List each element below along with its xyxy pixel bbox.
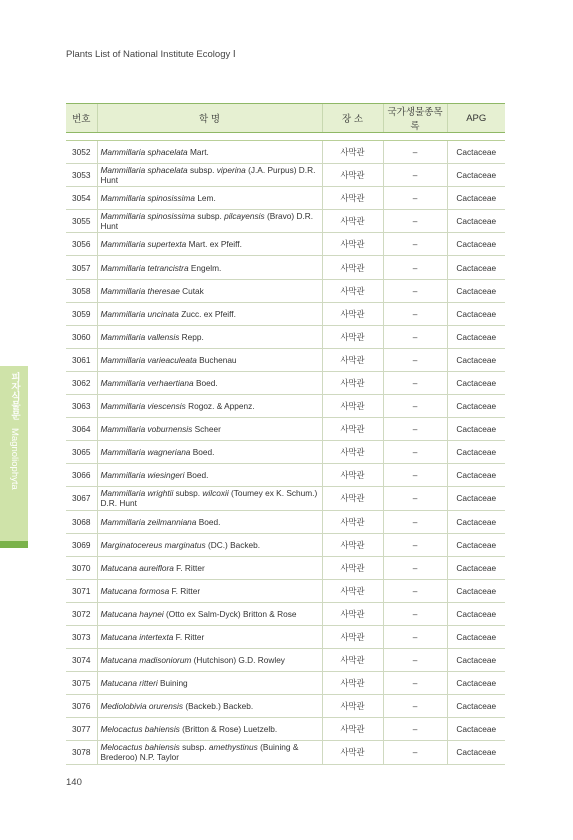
cell-location: 사막관 bbox=[322, 371, 383, 394]
cell-apg: Cactaceae bbox=[447, 625, 505, 648]
cell-national-list: – bbox=[383, 741, 447, 764]
cell-scientific-name bbox=[97, 579, 322, 602]
cell-apg: Cactaceae bbox=[447, 533, 505, 556]
cell-national-list: – bbox=[383, 141, 447, 164]
column-header-location: 장 소 bbox=[322, 104, 383, 133]
name-italic-part: Marginatocereus marginatus bbox=[100, 539, 206, 550]
cell-scientific-name bbox=[97, 302, 322, 325]
cell-scientific-name bbox=[97, 187, 322, 210]
cell-number: 3069 bbox=[66, 533, 97, 556]
section-tab-label bbox=[7, 372, 21, 490]
name-italic-part: Matucana haynei bbox=[100, 608, 164, 619]
name-author-part: Boed. bbox=[196, 516, 221, 527]
cell-apg: Cactaceae bbox=[447, 187, 505, 210]
name-italic-part: Matucana ritteri bbox=[100, 678, 158, 689]
cell-number: 3060 bbox=[66, 325, 97, 348]
name-author-part: subsp. bbox=[179, 742, 209, 753]
cell-national-list: – bbox=[383, 371, 447, 394]
cell-national-list: – bbox=[383, 210, 447, 233]
cell-location: 사막관 bbox=[322, 233, 383, 256]
cell-scientific-name bbox=[97, 695, 322, 718]
cell-national-list: – bbox=[383, 464, 447, 487]
cell-apg: Cactaceae bbox=[447, 371, 505, 394]
cell-national-list: – bbox=[383, 672, 447, 695]
cell-number: 3072 bbox=[66, 602, 97, 625]
cell-national-list: – bbox=[383, 718, 447, 741]
cell-national-list: – bbox=[383, 302, 447, 325]
cell-apg: Cactaceae bbox=[447, 602, 505, 625]
cell-scientific-name bbox=[97, 371, 322, 394]
cell-number: 3052 bbox=[66, 141, 97, 164]
cell-scientific-name bbox=[97, 487, 322, 510]
table-row bbox=[66, 302, 505, 325]
cell-number: 3057 bbox=[66, 256, 97, 279]
name-italic-part: Mammillaria zeilmanniana bbox=[100, 516, 197, 527]
cell-scientific-name bbox=[97, 510, 322, 533]
name-italic-part: pilcayensis bbox=[224, 211, 265, 222]
cell-apg: Cactaceae bbox=[447, 348, 505, 371]
cell-location: 사막관 bbox=[322, 741, 383, 764]
cell-apg: Cactaceae bbox=[447, 164, 505, 187]
table-row bbox=[66, 649, 505, 672]
cell-location: 사막관 bbox=[322, 533, 383, 556]
name-author-part: Mart. bbox=[187, 147, 209, 158]
name-italic-part: Mammillaria verhaertiana bbox=[100, 377, 194, 388]
name-italic-part: Melocactus bahiensis bbox=[100, 724, 180, 735]
name-italic-part: Mammillaria sphacelata bbox=[100, 147, 188, 158]
name-author-part: (Buining & Brederoo) N.P. Taylor bbox=[100, 742, 299, 763]
name-author-part: Engelm. bbox=[188, 262, 222, 273]
name-author-part: Scheer bbox=[192, 424, 221, 435]
name-author-part: Repp. bbox=[179, 331, 204, 342]
name-author-part: Mart. ex Pfeiff. bbox=[186, 239, 242, 250]
table-row bbox=[66, 279, 505, 302]
name-author-part: subsp. bbox=[195, 211, 225, 222]
cell-location: 사막관 bbox=[322, 510, 383, 533]
cell-location: 사막관 bbox=[322, 602, 383, 625]
cell-location: 사막관 bbox=[322, 279, 383, 302]
cell-scientific-name bbox=[97, 164, 322, 187]
name-author-part: Buchenau bbox=[196, 354, 237, 365]
cell-apg: Cactaceae bbox=[447, 441, 505, 464]
cell-number: 3068 bbox=[66, 510, 97, 533]
name-italic-part: Mammillaria tetrancistra bbox=[100, 262, 189, 273]
cell-apg: Cactaceae bbox=[447, 418, 505, 441]
cell-scientific-name bbox=[97, 325, 322, 348]
name-italic-part: Mammillaria wagneriana bbox=[100, 447, 191, 458]
section-tab-marker bbox=[0, 541, 28, 548]
name-italic-part: Mammillaria uncinata bbox=[100, 308, 179, 319]
table-row bbox=[66, 487, 505, 510]
cell-national-list: – bbox=[383, 579, 447, 602]
cell-location: 사막관 bbox=[322, 579, 383, 602]
table-header-row bbox=[66, 104, 505, 133]
cell-apg: Cactaceae bbox=[447, 256, 505, 279]
cell-scientific-name bbox=[97, 210, 322, 233]
cell-location: 사막관 bbox=[322, 556, 383, 579]
name-author-part: (Hutchison) G.D. Rowley bbox=[191, 655, 285, 666]
cell-scientific-name bbox=[97, 672, 322, 695]
cell-apg: Cactaceae bbox=[447, 395, 505, 418]
name-italic-part: Mammillaria viescensis bbox=[100, 401, 186, 412]
cell-number: 3056 bbox=[66, 233, 97, 256]
name-italic-part: Matucana madisoniorum bbox=[100, 655, 192, 666]
name-author-part: (Toumey ex K. Schum.) D.R. Hunt bbox=[100, 488, 318, 509]
cell-apg: Cactaceae bbox=[447, 210, 505, 233]
table-row bbox=[66, 141, 505, 164]
name-author-part: (DC.) Backeb. bbox=[205, 539, 261, 550]
table-row bbox=[66, 325, 505, 348]
table-row bbox=[66, 464, 505, 487]
name-author-part: Boed. bbox=[190, 447, 215, 458]
cell-scientific-name bbox=[97, 141, 322, 164]
cell-number: 3053 bbox=[66, 164, 97, 187]
cell-apg: Cactaceae bbox=[447, 741, 505, 764]
cell-number: 3059 bbox=[66, 302, 97, 325]
cell-apg: Cactaceae bbox=[447, 695, 505, 718]
cell-location: 사막관 bbox=[322, 256, 383, 279]
name-italic-part: Mammillaria supertexta bbox=[100, 239, 187, 250]
cell-national-list: – bbox=[383, 418, 447, 441]
cell-location: 사막관 bbox=[322, 418, 383, 441]
table-row bbox=[66, 579, 505, 602]
column-header-scientific-name: 학 명 bbox=[97, 104, 322, 133]
name-author-part: Boed. bbox=[193, 377, 218, 388]
cell-number: 3065 bbox=[66, 441, 97, 464]
name-italic-part: Mammillaria varieaculeata bbox=[100, 354, 197, 365]
cell-location: 사막관 bbox=[322, 187, 383, 210]
cell-number: 3054 bbox=[66, 187, 97, 210]
cell-national-list: – bbox=[383, 533, 447, 556]
name-italic-part: Mediolobivia orurensis bbox=[100, 701, 184, 712]
cell-national-list: – bbox=[383, 556, 447, 579]
cell-national-list: – bbox=[383, 164, 447, 187]
name-italic-part: amethystinus bbox=[208, 742, 258, 753]
cell-national-list: – bbox=[383, 325, 447, 348]
table-row bbox=[66, 371, 505, 394]
cell-location: 사막관 bbox=[322, 625, 383, 648]
cell-number: 3070 bbox=[66, 556, 97, 579]
page-number: 140 bbox=[66, 777, 82, 788]
cell-location: 사막관 bbox=[322, 649, 383, 672]
cell-apg: Cactaceae bbox=[447, 556, 505, 579]
cell-scientific-name bbox=[97, 395, 322, 418]
name-author-part: subsp. bbox=[187, 165, 217, 176]
cell-number: 3061 bbox=[66, 348, 97, 371]
name-italic-part: Mammillaria sphacelata bbox=[100, 165, 188, 176]
cell-number: 3071 bbox=[66, 579, 97, 602]
table-row bbox=[66, 256, 505, 279]
cell-location: 사막관 bbox=[322, 210, 383, 233]
cell-scientific-name bbox=[97, 602, 322, 625]
name-author-part: (Bravo) D.R. Hunt bbox=[100, 211, 314, 232]
name-author-part: Boed. bbox=[184, 470, 209, 481]
cell-apg: Cactaceae bbox=[447, 510, 505, 533]
section-latin-label: Magnoliophyta bbox=[9, 428, 20, 490]
name-author-part: subsp. bbox=[173, 488, 203, 499]
name-italic-part: Matucana formosa bbox=[100, 585, 170, 596]
name-italic-part: Melocactus bahiensis bbox=[100, 742, 180, 753]
cell-number: 3058 bbox=[66, 279, 97, 302]
name-author-part: (Otto ex Salm-Dyck) Britton & Rose bbox=[163, 608, 297, 619]
name-author-part: Zucc. ex Pfeiff. bbox=[178, 308, 236, 319]
cell-location: 사막관 bbox=[322, 325, 383, 348]
cell-number: 3067 bbox=[66, 487, 97, 510]
name-italic-part: Mammillaria wiesingeri bbox=[100, 470, 185, 481]
cell-scientific-name bbox=[97, 441, 322, 464]
name-italic-part: Mammillaria spinosissima bbox=[100, 211, 196, 222]
cell-scientific-name bbox=[97, 233, 322, 256]
cell-national-list: – bbox=[383, 649, 447, 672]
table-row bbox=[66, 348, 505, 371]
table-row bbox=[66, 741, 505, 764]
cell-national-list: – bbox=[383, 510, 447, 533]
name-italic-part: viperina bbox=[216, 165, 246, 176]
name-italic-part: Matucana aureiflora bbox=[100, 562, 174, 573]
cell-scientific-name bbox=[97, 741, 322, 764]
cell-number: 3055 bbox=[66, 210, 97, 233]
name-author-part: (Backeb.) Backeb. bbox=[183, 701, 254, 712]
cell-scientific-name bbox=[97, 279, 322, 302]
cell-scientific-name bbox=[97, 649, 322, 672]
cell-national-list: – bbox=[383, 256, 447, 279]
cell-apg: Cactaceae bbox=[447, 279, 505, 302]
cell-number: 3064 bbox=[66, 418, 97, 441]
cell-national-list: – bbox=[383, 279, 447, 302]
cell-apg: Cactaceae bbox=[447, 302, 505, 325]
name-author-part: (Britton & Rose) Luetzelb. bbox=[179, 724, 278, 735]
cell-national-list: – bbox=[383, 233, 447, 256]
cell-scientific-name bbox=[97, 718, 322, 741]
table-row bbox=[66, 695, 505, 718]
cell-national-list: – bbox=[383, 348, 447, 371]
name-author-part: Cutak bbox=[179, 285, 204, 296]
name-author-part: F. Ritter bbox=[173, 562, 205, 573]
table-row bbox=[66, 718, 505, 741]
cell-number: 3078 bbox=[66, 741, 97, 764]
name-italic-part: Mammillaria spinosissima bbox=[100, 193, 196, 204]
name-italic-part: wilcoxii bbox=[202, 488, 229, 499]
name-italic-part: Matucana intertexta bbox=[100, 632, 174, 643]
cell-location: 사막관 bbox=[322, 464, 383, 487]
cell-national-list: – bbox=[383, 395, 447, 418]
name-italic-part: Mammillaria voburnensis bbox=[100, 424, 193, 435]
name-italic-part: Mammillaria wrightii bbox=[100, 488, 174, 499]
cell-apg: Cactaceae bbox=[447, 649, 505, 672]
cell-national-list: – bbox=[383, 187, 447, 210]
cell-apg: Cactaceae bbox=[447, 141, 505, 164]
cell-number: 3062 bbox=[66, 371, 97, 394]
table-row bbox=[66, 187, 505, 210]
table-row bbox=[66, 395, 505, 418]
name-author-part: Rogoz. & Appenz. bbox=[185, 401, 255, 412]
cell-apg: Cactaceae bbox=[447, 487, 505, 510]
header-spacer-row bbox=[66, 133, 505, 141]
cell-location: 사막관 bbox=[322, 672, 383, 695]
cell-national-list: – bbox=[383, 625, 447, 648]
table-row bbox=[66, 510, 505, 533]
cell-national-list: – bbox=[383, 602, 447, 625]
name-author-part: Buining bbox=[157, 678, 188, 689]
column-header-number: 번호 bbox=[66, 104, 97, 133]
name-author-part: Lem. bbox=[195, 193, 216, 204]
section-korean-label: 피자식물문 bbox=[9, 372, 20, 420]
cell-apg: Cactaceae bbox=[447, 718, 505, 741]
cell-apg: Cactaceae bbox=[447, 672, 505, 695]
cell-apg: Cactaceae bbox=[447, 464, 505, 487]
cell-location: 사막관 bbox=[322, 441, 383, 464]
table-row bbox=[66, 533, 505, 556]
cell-scientific-name bbox=[97, 464, 322, 487]
cell-location: 사막관 bbox=[322, 348, 383, 371]
plants-table bbox=[66, 103, 505, 765]
cell-national-list: – bbox=[383, 695, 447, 718]
cell-apg: Cactaceae bbox=[447, 325, 505, 348]
column-header-national-list: 국가생물종목록 bbox=[383, 104, 447, 133]
table-row bbox=[66, 164, 505, 187]
table-row bbox=[66, 625, 505, 648]
cell-location: 사막관 bbox=[322, 302, 383, 325]
cell-scientific-name bbox=[97, 625, 322, 648]
cell-number: 3073 bbox=[66, 625, 97, 648]
cell-location: 사막관 bbox=[322, 718, 383, 741]
table-row bbox=[66, 556, 505, 579]
cell-location: 사막관 bbox=[322, 695, 383, 718]
column-header-apg: APG bbox=[447, 104, 505, 133]
cell-scientific-name bbox=[97, 348, 322, 371]
cell-national-list: – bbox=[383, 441, 447, 464]
cell-location: 사막관 bbox=[322, 395, 383, 418]
cell-apg: Cactaceae bbox=[447, 233, 505, 256]
cell-number: 3074 bbox=[66, 649, 97, 672]
cell-location: 사막관 bbox=[322, 164, 383, 187]
cell-scientific-name bbox=[97, 256, 322, 279]
cell-national-list: – bbox=[383, 487, 447, 510]
table-row bbox=[66, 418, 505, 441]
cell-location: 사막관 bbox=[322, 141, 383, 164]
running-title: Plants List of National Institute Ecology Ⅰ bbox=[66, 49, 236, 60]
cell-scientific-name bbox=[97, 556, 322, 579]
cell-apg: Cactaceae bbox=[447, 579, 505, 602]
name-italic-part: Mammillaria theresae bbox=[100, 285, 180, 296]
name-author-part: (J.A. Purpus) D.R. Hunt bbox=[100, 165, 316, 186]
cell-scientific-name bbox=[97, 418, 322, 441]
name-italic-part: Mammillaria vallensis bbox=[100, 331, 180, 342]
table-row bbox=[66, 672, 505, 695]
cell-scientific-name bbox=[97, 533, 322, 556]
table-row bbox=[66, 441, 505, 464]
cell-number: 3063 bbox=[66, 395, 97, 418]
name-author-part: F. Ritter bbox=[173, 632, 205, 643]
cell-number: 3066 bbox=[66, 464, 97, 487]
table-row bbox=[66, 233, 505, 256]
cell-number: 3077 bbox=[66, 718, 97, 741]
name-author-part: F. Ritter bbox=[169, 585, 201, 596]
table-row bbox=[66, 602, 505, 625]
cell-number: 3075 bbox=[66, 672, 97, 695]
cell-location: 사막관 bbox=[322, 487, 383, 510]
cell-number: 3076 bbox=[66, 695, 97, 718]
table-row bbox=[66, 210, 505, 233]
